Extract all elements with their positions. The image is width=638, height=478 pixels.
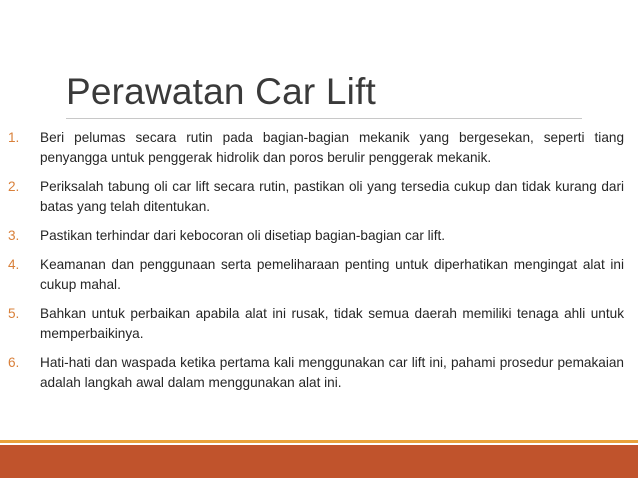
list-item-text: Pastikan terhindar dari kebocoran oli disetiap bagian-bagian car lift.	[40, 228, 446, 243]
list-item-text: Hati-hati dan waspada ketika pertama kali menggunakan car lift ini, pahami prosedur pemakaian adalah langkah awal dalam menggunakan alat ini.	[40, 355, 624, 390]
footer-bar	[0, 445, 638, 478]
list-item-text: Periksalah tabung oli car lift secara rutin, pastikan oli yang tersedia cukup dan tidak kurang dari batas yang telah ditentukan.	[40, 179, 624, 214]
footer-accent-line	[0, 440, 638, 443]
list-item	[0, 255, 638, 295]
title-divider	[66, 118, 582, 119]
numbered-list	[0, 128, 638, 402]
list-item-text: Keamanan dan penggunaan serta pemeliharaan penting untuk diperhatikan mengingat alat ini cukup mahal.	[40, 257, 624, 292]
list-item-number: 2.	[8, 179, 20, 194]
slide-title: Perawatan Car Lift	[66, 71, 377, 112]
list-item	[0, 128, 638, 168]
list-item-text: Bahkan untuk perbaikan apabila alat ini rusak, tidak semua daerah memiliki tenaga ahli untuk memperbaikinya.	[40, 306, 624, 341]
list-item-text: Beri pelumas secara rutin pada bagian-bagian mekanik yang bergesekan, seperti tiang penyangga untuk penggerak hidrolik dan poros berulir penggerak mekanik.	[40, 130, 624, 165]
list-item-number: 6.	[8, 355, 20, 370]
list-item-number: 3.	[8, 228, 20, 243]
list-item	[0, 353, 638, 393]
list-item-number: 1.	[8, 130, 20, 145]
list-item	[0, 177, 638, 217]
list-item-number: 4.	[8, 257, 20, 272]
list-item-number: 5.	[8, 306, 20, 321]
list-item	[0, 304, 638, 344]
list-item	[0, 226, 638, 246]
